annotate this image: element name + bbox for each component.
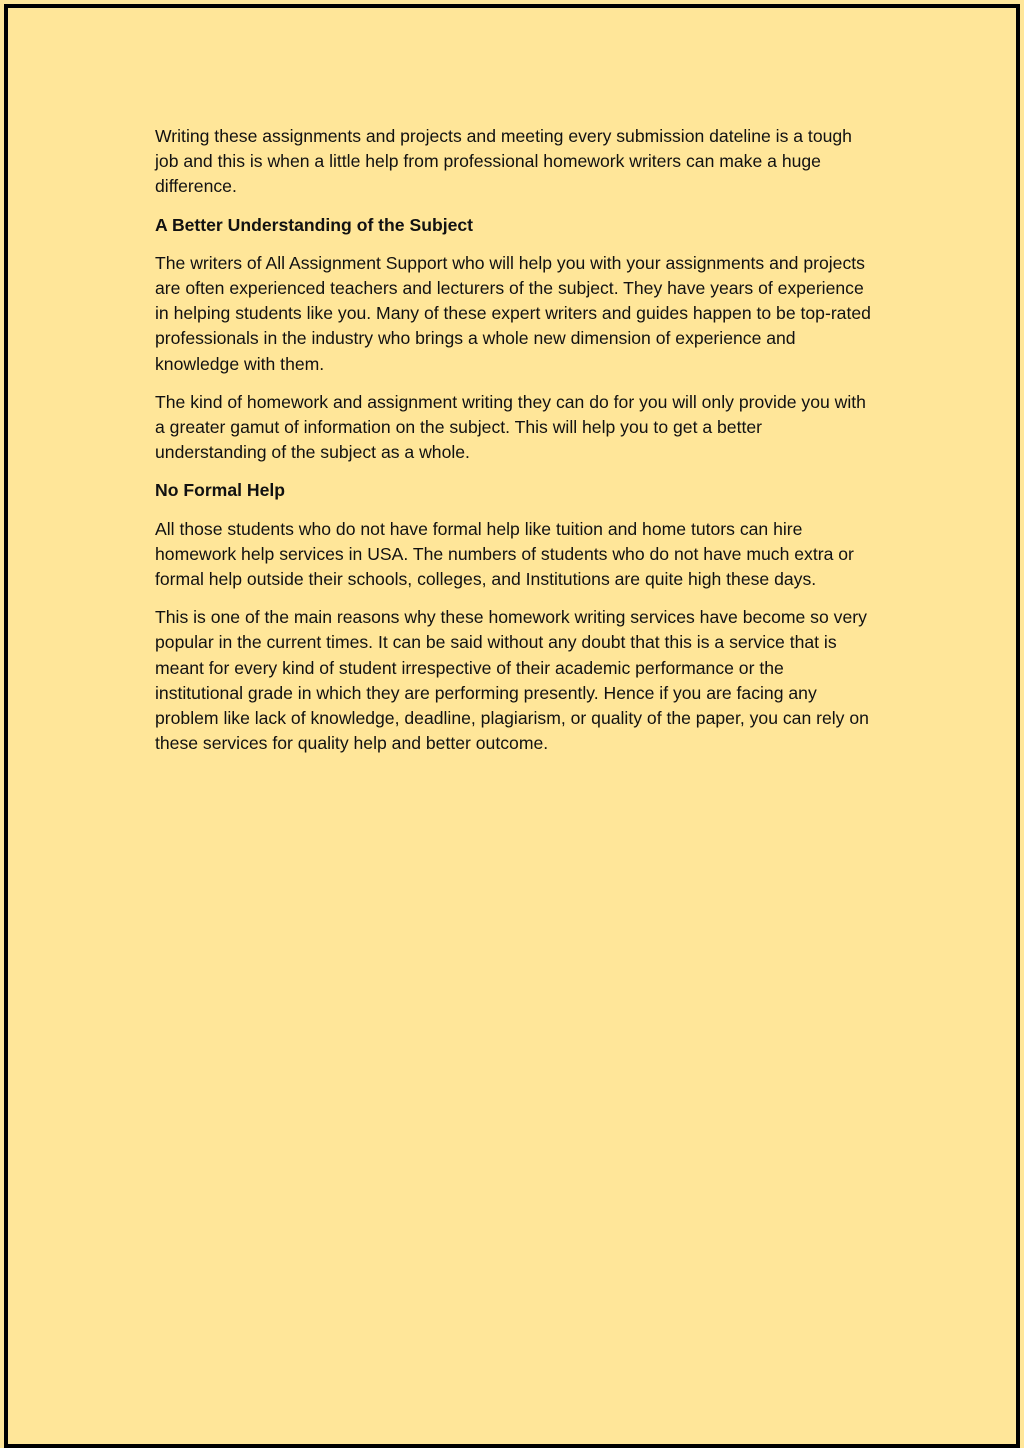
paragraph-students-without-help: All those students who do not have formal help like tuition and home tutors can hire homework help services in USA. The numbers of students who do not have much extra or formal help outside their schools, colleges, and Institutions are quite high these days.	[155, 518, 854, 590]
paragraph-writers-experience: The writers of All Assignment Support who will help you with your assignments and projects are often experienced teachers and lecturers of the subject. They have years of experience in helping students like you. Many of these expert writers and guides happen to be top-rated professionals in the industry who brings a whole new dimension of experience and knowledge with them.	[155, 252, 871, 374]
section-heading-no-formal-help: No Formal Help	[155, 480, 286, 501]
section-heading-better-understanding: A Better Understanding of the Subject	[155, 214, 474, 235]
document-body	[155, 124, 875, 769]
paragraph-greater-gamut: The kind of homework and assignment writing they can do for you will only provide you with a greater gamut of information on the subject. This will help you to get a better understanding of the subject as a whole.	[155, 391, 866, 463]
paragraph-popular-services: This is one of the main reasons why these homework writing services have become so very popular in the current times. It can be said without any doubt that this is a service that is meant for every kind of student irrespective of their academic performance or the institutional grade in which they are performing presently. Hence if you are facing any problem like lack of knowledge, deadline, plagiarism, or quality of the paper, you can rely on these services for quality help and better outcome.	[155, 607, 869, 754]
intro-paragraph: Writing these assignments and projects and meeting every submission dateline is a tough job and this is when a little help from professional homework writers can make a huge difference.	[155, 126, 852, 197]
